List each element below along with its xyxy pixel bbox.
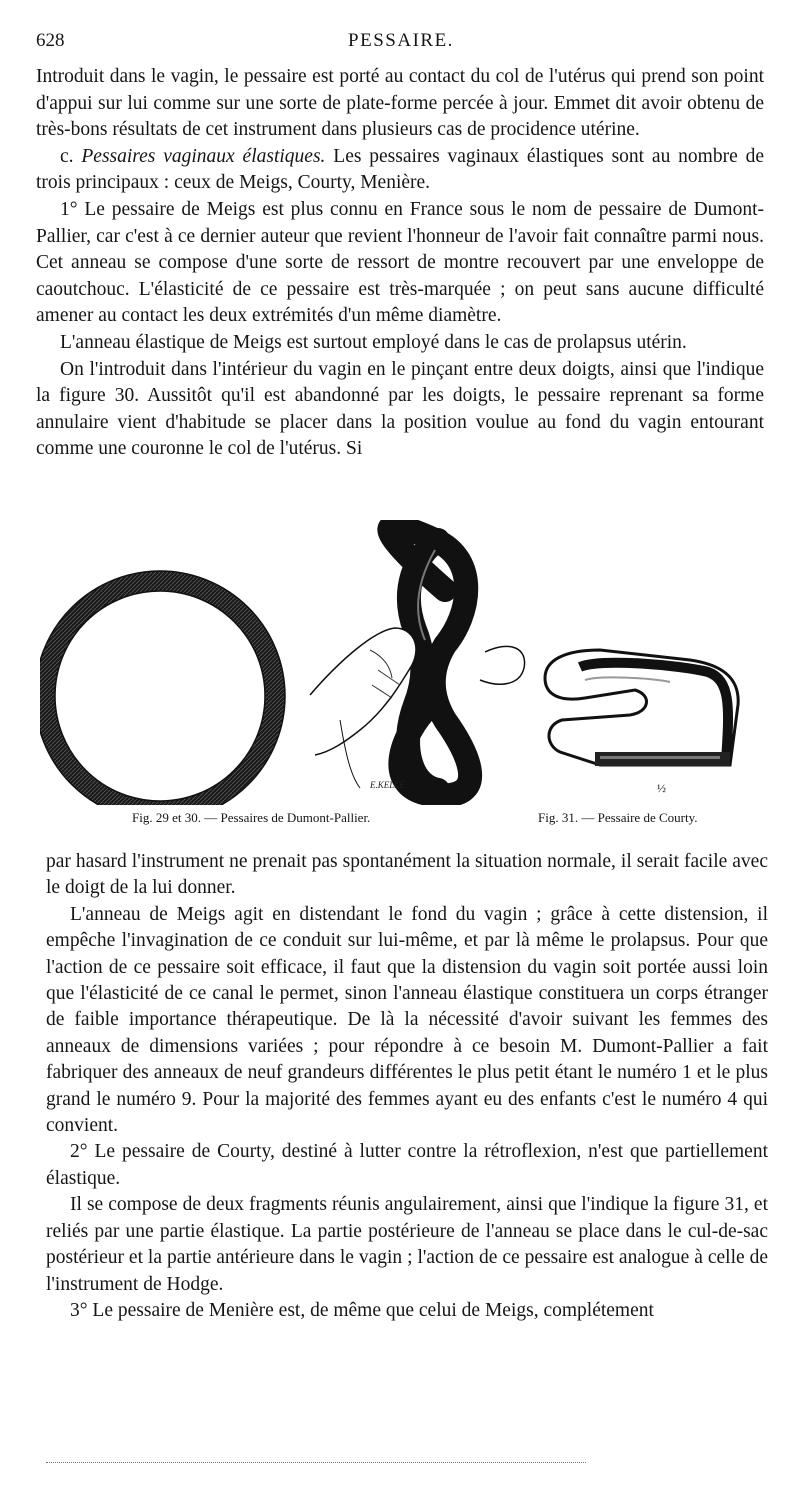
body-text-before-figure: [36, 64, 764, 463]
paragraph: [36, 330, 764, 357]
paragraph-text: Les pessaires vaginaux élastiques sont au nombre de trois principaux : ceux de Meigs, Courty, Menière.: [36, 145, 764, 194]
paragraph-heading: Pessaires vaginaux élastiques.: [81, 145, 326, 167]
paragraph: [46, 902, 768, 1140]
paragraph-text: Il se compose de deux fragments réunis angulairement, ainsi que l'indique la figure 31, et reliés par une partie élastique. La partie postérieure de l'anneau se place dans le cul-de-sac postérieur et la partie antérieure dans le vagin ; l'action de ce pessaire est analogue à celle de l'instrument de Hodge.: [46, 1194, 768, 1295]
page-title: PESSAIRE.: [348, 30, 454, 51]
paragraph-text: L'anneau de Meigs agit en distendant le fond du vagin ; grâce à cette distension, il empêche l'invagination de ce conduit sur lui-même, et par là même le prolapsus. Pour que l'action de ce pessaire soit efficace, il faut que la distension du vagin soit portée aussi loin que l'élasticité de ce canal le permet, sinon l'anneau élastique constituera un corps étranger de faible importance thérapeutique. De là la nécessité d'avoir suivant les femmes des anneaux de dimensions variées ; pour répondre à ce besoin M. Dumont-Pallier a fait fabriquer des anneaux de neuf grandeurs différentes le plus petit étant le numéro 1 et le plus grand le numéro 9. Pour la majorité des femmes ayant eu des enfants c'est le numéro 4 qui convient.: [46, 903, 768, 1137]
paragraph-prefix: c.: [60, 145, 82, 167]
footer-rule: [46, 1462, 586, 1463]
figure-caption-29-30: Fig. 29 et 30. — Pessaires de Dumont-Pallier.: [132, 810, 371, 825]
paragraph: [36, 357, 764, 463]
paragraph: [46, 849, 768, 902]
paragraph-text: Introduit dans le vagin, le pessaire est porté au contact du col de l'utérus qui prend son point d'appui sur lui comme sur une sorte de plate-forme percée à jour. Emmet dit avoir obtenu de très-bons résultats de cet instrument dans plusieurs cas de procidence utérine.: [36, 66, 764, 141]
paragraph-text: 2° Le pessaire de Courty, destiné à lutter contre la rétroflexion, n'est que partiellement élastique.: [46, 1141, 768, 1189]
paragraph: [36, 197, 764, 330]
paragraph: [46, 1192, 768, 1298]
paragraph-text: 1° Le pessaire de Meigs est plus connu en France sous le nom de pessaire de Dumont-Pallier, car c'est à ce dernier auteur que revient l'honneur de l'avoir fait connaître parmi nous. Cet anneau se compose d'une sorte de ressort de montre recouvert par une enveloppe de caoutchouc. L'élasticité de ce pessaire est très-marquée ; on peut sans aucune difficulté amener au contact les deux extrémités d'un même diamètre.: [36, 198, 764, 327]
paragraph-text: par hasard l'instrument ne prenait pas spontanément la situation normale, il serait facile avec le doigt de la lui donner.: [46, 851, 768, 899]
pinched-pessary-drawing: [310, 526, 525, 795]
engraver-signature: E.KELLÉ: [370, 780, 405, 790]
paragraph-text: On l'introduit dans l'intérieur du vagin en le pinçant entre deux doigts, ainsi que l'indique la figure 30. Aussitôt qu'il est abandonné par les doigts, le pessaire reprenant sa forme annulaire vient d'habitude se placer dans la position voulue au fond du vagin entourant comme une couronne le col de l'utérus. Si: [36, 358, 764, 460]
scale-label: ½: [657, 781, 666, 795]
paragraph-text: 3° Le pessaire de Menière est, de même que celui de Meigs, complétement: [70, 1299, 654, 1321]
running-header: [36, 30, 766, 56]
paragraph: [46, 1139, 768, 1192]
paragraph: [36, 144, 764, 197]
ring-pessary-drawing: [40, 571, 285, 805]
figure-caption-31: Fig. 31. — Pessaire de Courty.: [538, 810, 698, 825]
paragraph-text: L'anneau élastique de Meigs est surtout employé dans le cas de prolapsus utérin.: [60, 331, 687, 353]
body-text-after-figure: [46, 849, 768, 1324]
page-number: 628: [36, 30, 65, 51]
figure-illustration: [40, 520, 780, 805]
figure-pessaries: [40, 520, 780, 830]
courty-pessary-drawing: [545, 650, 738, 795]
paragraph: [36, 64, 764, 144]
paragraph: [46, 1298, 768, 1324]
